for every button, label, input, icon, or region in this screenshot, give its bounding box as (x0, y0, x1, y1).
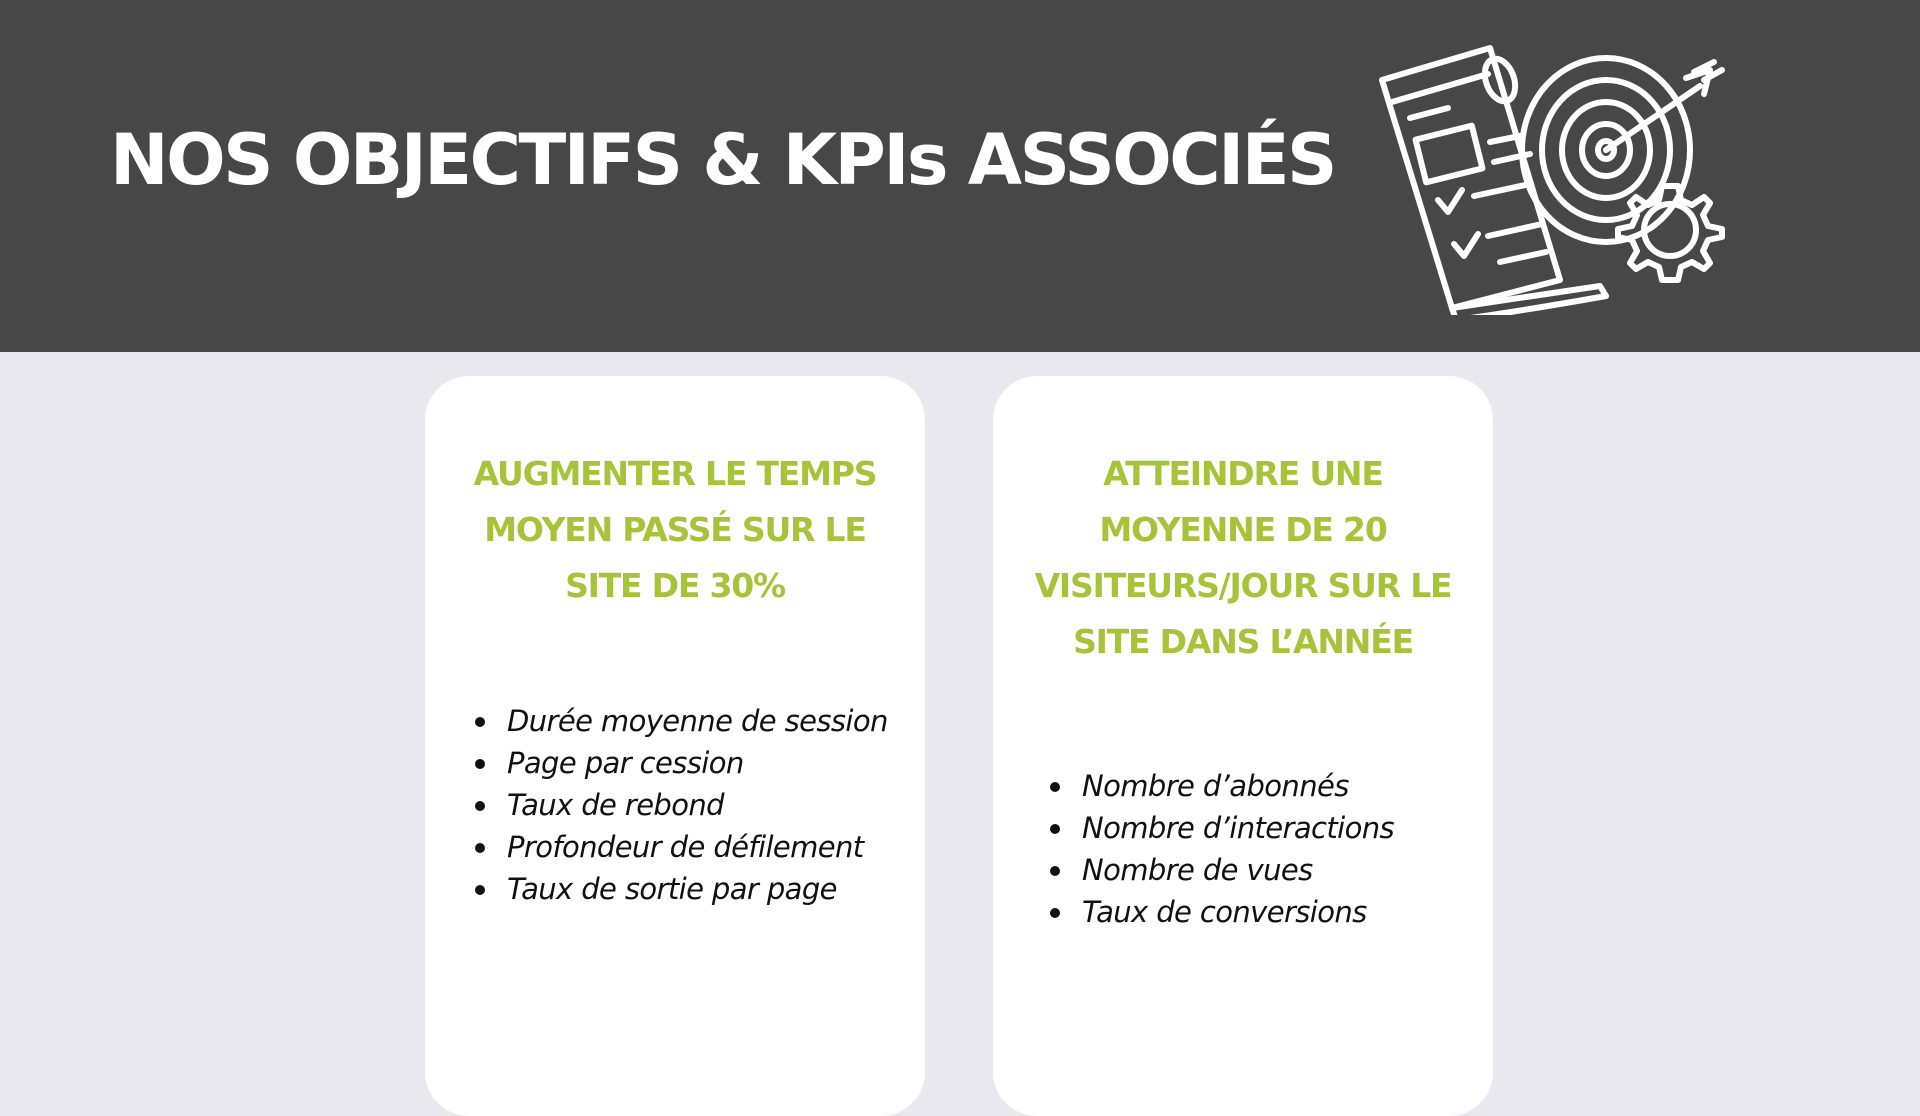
kpi-item: Nombre de vues (1048, 849, 1478, 891)
kpi-item: Taux de sortie par page (473, 868, 903, 910)
target-checklist-gear-icon (1370, 40, 1750, 315)
kpi-item: Taux de rebond (473, 784, 903, 826)
kpi-item: Profondeur de défilement (473, 826, 903, 868)
objective-title: AUGMENTER LE TEMPS MOYEN PASSÉ SUR LE SITE DE 30% (473, 454, 877, 605)
kpi-item: Durée moyenne de session (473, 700, 903, 742)
kpi-item: Taux de conversions (1048, 891, 1478, 933)
objective-card-daily-visitors (993, 376, 1493, 1116)
kpi-item: Nombre d’interactions (1048, 807, 1478, 849)
kpi-list (1048, 765, 1478, 933)
objective-card-time-on-site (425, 376, 925, 1116)
kpi-item: Nombre d’abonnés (1048, 765, 1478, 807)
kpi-list (473, 700, 903, 910)
header-banner (0, 0, 1920, 352)
page-title: NOS OBJECTIFS & KPIs ASSOCIÉS (110, 119, 1335, 201)
kpi-item: Page par cession (473, 742, 903, 784)
objective-title: ATTEINDRE UNE MOYENNE DE 20 VISITEURS/JOUR SUR LE SITE DANS L’ANNÉE (1034, 454, 1452, 661)
